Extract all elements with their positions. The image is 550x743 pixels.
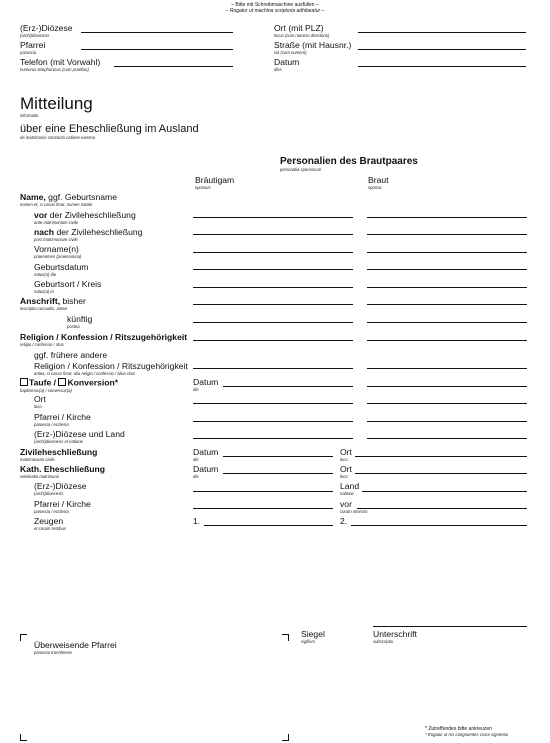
groom-religion-line[interactable]	[193, 340, 353, 341]
name-before-label: vor der Zivileheschließung ante matrimonium civile	[34, 210, 136, 225]
groom-name-before-line[interactable]	[193, 217, 353, 218]
witness-2-line[interactable]	[351, 525, 527, 526]
baptism-place-label: Ort loco	[34, 394, 46, 409]
catholic-place-line[interactable]	[355, 473, 527, 474]
bride-previous-religion-line[interactable]	[367, 368, 527, 369]
catholic-date-label: Datum die	[193, 464, 219, 479]
groom-future-address-line[interactable]	[193, 322, 353, 323]
minister-line[interactable]	[357, 508, 527, 509]
personal-heading: Personalien des Brautpaares personalia sponsorum	[280, 156, 418, 172]
civil-place-label: Ort loco	[340, 447, 352, 462]
signature-label: Unterschrift subscriptio	[373, 629, 417, 644]
address-label: Anschrift, bisher inscriptio cursualis, antea	[20, 296, 86, 311]
country-line[interactable]	[362, 491, 527, 492]
name-label: Name, ggf. Geburtsname nomen et, si casus ferat, nomen natale	[20, 192, 117, 207]
country-label: Land natione	[340, 481, 360, 496]
crop-mark-top-right	[282, 634, 289, 641]
catholic-place-label: Ort loco	[340, 464, 352, 479]
bride-address-line[interactable]	[367, 304, 527, 305]
minister-label: vor coram ministro	[340, 499, 368, 514]
civil-date-label: Datum die	[193, 447, 219, 462]
top-note: – Bitte mit Schreibmaschine ausfüllen –	[231, 2, 319, 8]
groom-previous-religion-line[interactable]	[193, 368, 353, 369]
catholic-diocese-line[interactable]	[193, 491, 333, 492]
baptism-diocese-label: (Erz-)Diözese und Land (archi)dioecesis et natione	[34, 429, 125, 444]
bride-baptism-diocese-line[interactable]	[367, 438, 527, 439]
referring-parish-label: Überweisende Pfarrei paroecia transferens	[34, 640, 117, 655]
place-input-line[interactable]	[358, 32, 526, 33]
phone-input-line[interactable]	[114, 66, 233, 67]
firstname-label: Vorname(n) praenomen (praenomina)	[34, 244, 82, 259]
witness-2-number: 2.	[340, 516, 348, 526]
crop-mark-top-left	[20, 634, 27, 641]
catholic-marriage-label: Kath. Eheschließung celebratio matrimonii	[20, 464, 105, 479]
bride-column-header: Braut sponsa	[368, 175, 389, 190]
baptism-checkbox[interactable]	[20, 378, 28, 386]
witness-1-line[interactable]	[204, 525, 333, 526]
groom-name-after-line[interactable]	[193, 234, 353, 235]
signature-line[interactable]	[373, 626, 527, 627]
groom-baptism-diocese-line[interactable]	[193, 438, 353, 439]
catholic-parish-line[interactable]	[193, 508, 333, 509]
parish-input-line[interactable]	[81, 49, 233, 50]
date-input-line[interactable]	[358, 66, 526, 67]
civil-place-line[interactable]	[355, 456, 527, 457]
place-field: Ort (mit PLZ) locus (cum numero directorio)	[274, 23, 330, 38]
bride-name-after-line[interactable]	[367, 234, 527, 235]
name-after-label: nach der Zivileheschließung post matrimonium civile	[34, 227, 143, 242]
bride-baptism-place-line[interactable]	[367, 403, 527, 404]
baptism-parish-label: Pfarrei / Kirche paroecia / ecclesia	[34, 412, 91, 427]
baptism-date-label: Datum die	[193, 377, 219, 392]
crop-mark-bottom-left	[20, 734, 27, 741]
bride-firstname-line[interactable]	[367, 252, 527, 253]
conversion-checkbox[interactable]	[58, 378, 66, 386]
witness-1-number: 1.	[193, 516, 201, 526]
groom-baptism-parish-line[interactable]	[193, 421, 353, 422]
phone-field: Telefon (mit Vorwahl) numerus telephonicus (cum praefixo)	[20, 57, 101, 72]
future-address-label: künftig postea	[67, 314, 93, 329]
bride-baptism-date-line[interactable]	[367, 386, 527, 387]
civil-date-line[interactable]	[223, 456, 333, 457]
bride-religion-line[interactable]	[367, 340, 527, 341]
document-title: Mitteilung informatio	[20, 94, 93, 118]
previous-religion-label: ggf. frühere andere Religion / Konfession / Ritszugehörigkeit antea, si casus ferat, alia religio / confessio / alius ritus	[34, 350, 188, 376]
bride-baptism-parish-line[interactable]	[367, 421, 527, 422]
birthplace-label: Geburtsort / Kreis natus(a) in	[34, 279, 102, 294]
groom-firstname-line[interactable]	[193, 252, 353, 253]
birthdate-label: Geburtsdatum natus(a) die	[34, 262, 89, 277]
footnote: * Zutreffendes bitte ankreuzen * Rogatur ut res congruentes cruce signentur	[425, 726, 509, 737]
seal-label: Siegel sigillum	[301, 629, 325, 644]
catholic-diocese-label: (Erz-)Diözese (archi)dioecesis	[34, 481, 87, 496]
parish-field: Pfarrei paroecia	[20, 40, 46, 55]
groom-birthdate-line[interactable]	[193, 269, 353, 270]
groom-address-line[interactable]	[193, 304, 353, 305]
groom-baptism-place-line[interactable]	[193, 403, 353, 404]
groom-birthplace-line[interactable]	[193, 287, 353, 288]
crop-mark-bottom-right	[282, 734, 289, 741]
groom-column-header: Bräutigam sponsus	[195, 175, 235, 190]
diocese-input-line[interactable]	[81, 32, 233, 33]
catholic-date-line[interactable]	[223, 473, 333, 474]
street-field: Straße (mit Hausnr.) via (cum numero)	[274, 40, 352, 55]
baptism-label: Taufe / Konversion* baptismus(a) / conversus(a)	[20, 377, 119, 393]
bride-name-before-line[interactable]	[367, 217, 527, 218]
document-subtitle: über eine Eheschließung im Ausland de matrimonio contracto natione externa	[20, 123, 199, 140]
top-note-latin: – Rogatur ut machina scriptoria adhibeatur –	[225, 8, 325, 14]
bride-birthplace-line[interactable]	[367, 287, 527, 288]
civil-marriage-label: Zivileheschließung matrimonium civile	[20, 447, 98, 462]
religion-label: Religion / Konfession / Ritszugehörigkeit religio / confessio / ritus	[20, 332, 188, 347]
groom-baptism-date-line[interactable]	[223, 386, 353, 387]
date-field: Datum dies	[274, 57, 300, 72]
catholic-parish-label: Pfarrei / Kirche paroecia / ecclesia	[34, 499, 91, 514]
street-input-line[interactable]	[358, 49, 526, 50]
witnesses-label: Zeugen et coram testibus	[34, 516, 66, 531]
diocese-field: (Erz-)Diözese (archi)dioecesis	[20, 23, 73, 38]
bride-future-address-line[interactable]	[367, 322, 527, 323]
bride-birthdate-line[interactable]	[367, 269, 527, 270]
